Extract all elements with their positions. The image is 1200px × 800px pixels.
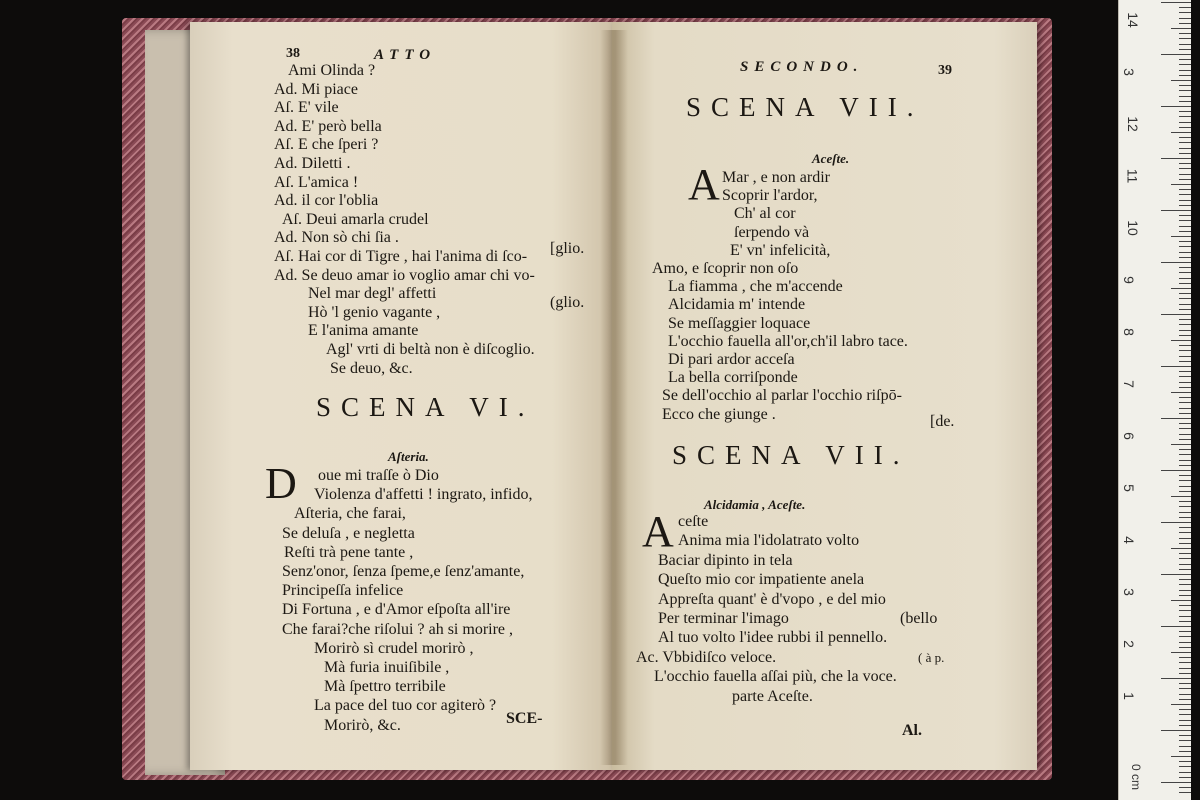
text-line: Se deuo, &c. bbox=[330, 359, 413, 377]
drop-cap: D bbox=[265, 459, 297, 508]
ruler-tick bbox=[1179, 709, 1191, 710]
ruler-tick bbox=[1179, 194, 1191, 195]
ruler-tick bbox=[1179, 293, 1191, 294]
ruler-tick bbox=[1161, 626, 1191, 627]
text-line: La pace del tuo cor agiterò ? bbox=[314, 697, 497, 715]
ruler-tick bbox=[1179, 720, 1191, 721]
page-number-left: 38 bbox=[286, 46, 300, 61]
ruler-label: 10 bbox=[1124, 220, 1141, 236]
ruler-tick bbox=[1179, 460, 1191, 461]
ruler-tick bbox=[1179, 220, 1191, 221]
ruler-tick bbox=[1179, 304, 1191, 305]
ruler-tick bbox=[1179, 434, 1191, 435]
speaker-name: Alcidamia , Aceſte. bbox=[704, 497, 806, 512]
text-line: Che farai?che riſolui ? ah si morire , bbox=[282, 620, 514, 638]
ruler-tick bbox=[1179, 200, 1191, 201]
text-line: Se deluſa , e negletta bbox=[282, 524, 415, 542]
ruler-tick bbox=[1161, 730, 1191, 731]
ruler-tick bbox=[1171, 444, 1191, 445]
ruler-tick bbox=[1179, 792, 1191, 793]
ruler-tick bbox=[1161, 2, 1191, 3]
ruler-tick bbox=[1179, 179, 1191, 180]
ruler-tick bbox=[1179, 382, 1191, 383]
catchword: SCE- bbox=[506, 710, 543, 727]
text-line: Aſ. E che ſperi ? bbox=[274, 136, 379, 154]
ruler-tick bbox=[1161, 210, 1191, 211]
ruler-tick bbox=[1179, 59, 1191, 60]
ruler-tick bbox=[1171, 392, 1191, 393]
ruler-tick bbox=[1179, 75, 1191, 76]
text-line: Se dell'occhio al parlar l'occhio riſpō- bbox=[662, 387, 902, 405]
ruler-tick bbox=[1179, 330, 1191, 331]
ruler-tick bbox=[1179, 605, 1191, 606]
ruler-tick bbox=[1171, 548, 1191, 549]
ruler-tick bbox=[1179, 283, 1191, 284]
turnover-line: [glio. bbox=[550, 240, 585, 257]
text-line: Morirò, &c. bbox=[324, 716, 401, 734]
ruler-tick bbox=[1161, 262, 1191, 263]
text-line: Ad. il cor l'oblia bbox=[274, 192, 379, 210]
ruler-tick bbox=[1171, 132, 1191, 133]
text-line: Baciar dipinto in tela bbox=[658, 551, 793, 569]
ruler-tick bbox=[1179, 699, 1191, 700]
text-line: Violenza d'affetti ! ingrato, infido, bbox=[314, 486, 533, 504]
ruler-tick bbox=[1179, 610, 1191, 611]
ruler-tick bbox=[1161, 470, 1191, 471]
ruler-tick bbox=[1179, 683, 1191, 684]
text-line: ceſte bbox=[678, 513, 709, 530]
ruler-tick bbox=[1179, 7, 1191, 8]
ruler-tick bbox=[1179, 564, 1191, 565]
ruler-tick bbox=[1179, 777, 1191, 778]
text-line: Queſto mio cor impatiente anela bbox=[658, 571, 865, 589]
ruler-tick bbox=[1179, 246, 1191, 247]
ruler-tick bbox=[1179, 787, 1191, 788]
text-line: oue mi traſſe ò Dio bbox=[318, 467, 439, 484]
ruler-tick bbox=[1179, 324, 1191, 325]
text-line: Mar , e non ardir bbox=[722, 169, 830, 186]
text-line: Mà ſpettro terribile bbox=[324, 678, 446, 696]
ruler-label: 7 bbox=[1120, 380, 1137, 388]
ruler-tick bbox=[1179, 64, 1191, 65]
ruler-tick bbox=[1179, 402, 1191, 403]
ruler-tick bbox=[1179, 538, 1191, 539]
ruler-tick bbox=[1179, 127, 1191, 128]
text-line: Ad. Mi piace bbox=[274, 80, 358, 98]
text-line: Ad. Se deuo amar io voglio amar chi vo- bbox=[274, 266, 535, 284]
text-line: Aſ. Hai cor di Tigre , hai l'anima di ſco- bbox=[274, 248, 528, 265]
ruler-label: 6 bbox=[1120, 432, 1137, 440]
ruler-tick bbox=[1179, 621, 1191, 622]
ruler-tick bbox=[1179, 486, 1191, 487]
text-line: Agl' vrti di beltà non è diſcoglio. bbox=[326, 341, 535, 358]
ruler-tick bbox=[1171, 496, 1191, 497]
ruler-tick bbox=[1179, 439, 1191, 440]
ruler-label: 9 bbox=[1120, 276, 1137, 284]
ruler-tick bbox=[1179, 226, 1191, 227]
ruler-label: 5 bbox=[1120, 484, 1137, 492]
ruler-tick bbox=[1179, 673, 1191, 674]
ruler-tick bbox=[1179, 735, 1191, 736]
turnover-line: (glio. bbox=[550, 294, 585, 311]
ruler-tick bbox=[1179, 543, 1191, 544]
ruler-tick bbox=[1179, 33, 1191, 34]
ruler-tick bbox=[1161, 782, 1191, 783]
ruler-tick bbox=[1179, 423, 1191, 424]
ruler-tick bbox=[1161, 54, 1191, 55]
ruler-tick bbox=[1179, 480, 1191, 481]
text-line: Aſ. L'amica ! bbox=[274, 173, 359, 191]
ruler-tick bbox=[1179, 298, 1191, 299]
ruler-tick bbox=[1179, 647, 1191, 648]
ruler-tick bbox=[1179, 142, 1191, 143]
text-line: Se meſſaggier loquace bbox=[668, 314, 811, 332]
text-line: Di Fortuna , e d'Amor eſpoſta all'ire bbox=[282, 601, 511, 619]
ruler-tick bbox=[1179, 751, 1191, 752]
scene-heading: SCENA VI. bbox=[316, 392, 535, 422]
ruler-tick bbox=[1179, 376, 1191, 377]
text-line: Aſ. Deui amarla crudel bbox=[282, 210, 429, 228]
text-line: La bella corriſponde bbox=[668, 369, 798, 387]
ruler-tick bbox=[1179, 257, 1191, 258]
ruler-tick bbox=[1171, 652, 1191, 653]
text-line: Ad. E' però bella bbox=[274, 117, 382, 135]
ruler-tick bbox=[1179, 163, 1191, 164]
text-line: Anima mia l'idolatrato volto bbox=[678, 532, 860, 550]
ruler-tick bbox=[1179, 272, 1191, 273]
text-line: Aſteria, che farai, bbox=[294, 505, 406, 523]
ruler-tick bbox=[1179, 23, 1191, 24]
ruler-tick bbox=[1179, 579, 1191, 580]
ruler-tick bbox=[1179, 44, 1191, 45]
speaker-name: Aceſte. bbox=[812, 151, 850, 166]
scene-heading: SCENA VII. bbox=[672, 440, 910, 470]
text-line: Ch' al cor bbox=[734, 205, 796, 223]
ruler-tick bbox=[1179, 309, 1191, 310]
ruler-tick bbox=[1179, 590, 1191, 591]
ruler-tick bbox=[1179, 532, 1191, 533]
ruler-tick bbox=[1179, 465, 1191, 466]
ruler-label: 3 bbox=[1120, 588, 1137, 596]
ruler-tick bbox=[1179, 137, 1191, 138]
ruler-tick bbox=[1179, 215, 1191, 216]
book-gutter bbox=[600, 30, 628, 765]
turnover-line: [de. bbox=[930, 413, 955, 430]
turnover-line: (bello bbox=[900, 610, 938, 627]
ruler-tick bbox=[1179, 85, 1191, 86]
ruler-tick bbox=[1179, 90, 1191, 91]
ruler-label: 14 bbox=[1124, 12, 1141, 28]
text-line: La fiamma , che m'accende bbox=[668, 278, 843, 296]
running-head-left: ATTO bbox=[374, 47, 437, 63]
ruler-tick bbox=[1179, 553, 1191, 554]
ruler-tick bbox=[1171, 28, 1191, 29]
text-line: parte Aceſte. bbox=[732, 687, 813, 705]
text-line: Ac. Vbbidiſco veloce. bbox=[636, 648, 777, 666]
page-number-right: 39 bbox=[938, 63, 952, 78]
text-line: Al tuo volto l'idee rubbi il pennello. bbox=[658, 629, 888, 647]
catchword: Al. bbox=[902, 722, 922, 739]
ruler-tick bbox=[1171, 236, 1191, 237]
ruler-tick bbox=[1171, 80, 1191, 81]
ruler-tick bbox=[1179, 12, 1191, 13]
ruler-tick bbox=[1179, 642, 1191, 643]
ruler-label: 2 bbox=[1120, 640, 1137, 648]
ruler-tick bbox=[1179, 714, 1191, 715]
text-line: Aſ. E' vile bbox=[274, 99, 339, 117]
ruler-tick bbox=[1179, 96, 1191, 97]
ruler-tick bbox=[1179, 38, 1191, 39]
drop-cap: A bbox=[642, 507, 674, 556]
ruler-tick bbox=[1179, 319, 1191, 320]
ruler-tick bbox=[1179, 70, 1191, 71]
ruler-unit-label: 0 cm bbox=[1129, 763, 1144, 791]
ruler-tick bbox=[1179, 668, 1191, 669]
ruler-tick bbox=[1179, 278, 1191, 279]
ruler-tick bbox=[1179, 148, 1191, 149]
ruler-tick bbox=[1161, 574, 1191, 575]
text-line: Reſti trà pene tante , bbox=[284, 543, 414, 561]
text-line: Alcidamia m' intende bbox=[668, 296, 806, 314]
text-line: E l'anima amante bbox=[308, 322, 419, 340]
ruler-tick bbox=[1179, 371, 1191, 372]
ruler-tick bbox=[1179, 153, 1191, 154]
ruler-label: 11 bbox=[1124, 168, 1141, 184]
text-line: Ami Olinda ? bbox=[288, 62, 376, 79]
ruler-tick bbox=[1179, 512, 1191, 513]
ruler-tick bbox=[1161, 418, 1191, 419]
ruler-tick bbox=[1179, 688, 1191, 689]
text-line: L'occhio fauella aſſai più, che la voce. bbox=[654, 668, 897, 686]
text-line: Amo, e ſcoprir non oſo bbox=[652, 260, 799, 277]
text-line: Scoprir l'ardor, bbox=[722, 187, 818, 205]
ruler-tick bbox=[1179, 101, 1191, 102]
running-head-right: SECONDO. bbox=[740, 59, 864, 75]
ruler-tick bbox=[1179, 725, 1191, 726]
ruler-tick bbox=[1161, 314, 1191, 315]
ruler-tick bbox=[1179, 252, 1191, 253]
ruler-tick bbox=[1179, 662, 1191, 663]
ruler-tick bbox=[1171, 340, 1191, 341]
ruler-tick bbox=[1179, 636, 1191, 637]
ruler-tick bbox=[1179, 345, 1191, 346]
ruler-tick bbox=[1179, 231, 1191, 232]
ruler-tick bbox=[1179, 18, 1191, 19]
ruler-tick bbox=[1161, 158, 1191, 159]
scene-heading: SCENA VII. bbox=[686, 92, 924, 122]
ruler-tick bbox=[1171, 600, 1191, 601]
ruler-tick bbox=[1179, 584, 1191, 585]
text-line: Di pari ardor acceſa bbox=[668, 351, 795, 368]
text-line: Nel mar degl' affetti bbox=[308, 285, 437, 303]
ruler-tick bbox=[1161, 522, 1191, 523]
ruler-tick bbox=[1179, 205, 1191, 206]
ruler-label: 1 bbox=[1120, 692, 1137, 700]
ruler-tick bbox=[1179, 631, 1191, 632]
text-line: Ad. Non sò chi ſia . bbox=[274, 229, 399, 247]
ruler-tick bbox=[1179, 569, 1191, 570]
ruler-tick bbox=[1179, 746, 1191, 747]
ruler-tick bbox=[1179, 49, 1191, 50]
ruler-tick bbox=[1179, 335, 1191, 336]
ruler-tick bbox=[1179, 517, 1191, 518]
text-line: Per terminar l'imago bbox=[658, 610, 789, 627]
left-page bbox=[190, 22, 616, 770]
ruler-label: 12 bbox=[1124, 116, 1141, 132]
ruler-tick bbox=[1179, 595, 1191, 596]
ruler-tick bbox=[1179, 361, 1191, 362]
text-line: Mà furia inuiſibile , bbox=[324, 659, 450, 676]
ruler-tick bbox=[1179, 356, 1191, 357]
ruler-tick bbox=[1179, 772, 1191, 773]
ruler-tick bbox=[1179, 527, 1191, 528]
ruler-tick bbox=[1179, 397, 1191, 398]
drop-cap: A bbox=[688, 160, 720, 209]
ruler-tick bbox=[1179, 616, 1191, 617]
text-line: E' vn' infelicità, bbox=[730, 241, 831, 259]
ruler-tick bbox=[1179, 350, 1191, 351]
ruler-label: 3 bbox=[1120, 68, 1137, 76]
text-line: L'occhio fauella all'or,ch'il labro tace. bbox=[668, 332, 908, 350]
ruler-tick bbox=[1179, 740, 1191, 741]
ruler-tick bbox=[1179, 475, 1191, 476]
text-line: Hò 'l genio vagante , bbox=[308, 303, 441, 321]
ruler-tick bbox=[1179, 174, 1191, 175]
text-line: Ecco che giunge . bbox=[662, 405, 776, 423]
ruler-label: 4 bbox=[1120, 536, 1137, 544]
ruler-tick bbox=[1179, 116, 1191, 117]
text-line: Appreſta quant' è d'vopo , e del mio bbox=[658, 590, 886, 608]
ruler-label: 8 bbox=[1120, 328, 1137, 336]
ruler-tick bbox=[1179, 506, 1191, 507]
ruler-tick bbox=[1179, 428, 1191, 429]
ruler-tick bbox=[1179, 267, 1191, 268]
speaker-name: Aſteria. bbox=[388, 449, 429, 464]
turnover-line: ( à p. bbox=[918, 650, 945, 665]
ruler-tick bbox=[1171, 756, 1191, 757]
ruler-tick bbox=[1179, 694, 1191, 695]
ruler-tick bbox=[1179, 408, 1191, 409]
ruler-tick bbox=[1179, 168, 1191, 169]
ruler-tick bbox=[1161, 366, 1191, 367]
right-page bbox=[612, 22, 1037, 770]
ruler-tick bbox=[1161, 678, 1191, 679]
text-line: Ad. Diletti . bbox=[274, 155, 351, 172]
ruler-tick bbox=[1171, 704, 1191, 705]
ruler-tick bbox=[1179, 413, 1191, 414]
ruler-tick bbox=[1179, 122, 1191, 123]
ruler-tick bbox=[1179, 111, 1191, 112]
ruler-tick bbox=[1179, 454, 1191, 455]
ruler-tick bbox=[1171, 184, 1191, 185]
ruler-tick bbox=[1179, 766, 1191, 767]
ruler-tick bbox=[1161, 106, 1191, 107]
text-line: ſerpendo và bbox=[734, 223, 810, 241]
ruler-tick bbox=[1171, 288, 1191, 289]
measurement-ruler bbox=[1118, 0, 1191, 800]
ruler-tick bbox=[1179, 501, 1191, 502]
ruler-tick bbox=[1179, 189, 1191, 190]
text-line: Senz'onor, ſenza ſpeme,e ſenz'amante, bbox=[282, 563, 525, 580]
ruler-tick bbox=[1179, 761, 1191, 762]
ruler-tick bbox=[1179, 558, 1191, 559]
ruler-tick bbox=[1179, 491, 1191, 492]
ruler-tick bbox=[1179, 449, 1191, 450]
ruler-tick bbox=[1179, 241, 1191, 242]
ruler-tick bbox=[1179, 657, 1191, 658]
text-line: Morirò sì crudel morirò , bbox=[314, 639, 474, 657]
ruler-tick bbox=[1179, 387, 1191, 388]
text-line: Principeſſa infelice bbox=[282, 582, 404, 600]
